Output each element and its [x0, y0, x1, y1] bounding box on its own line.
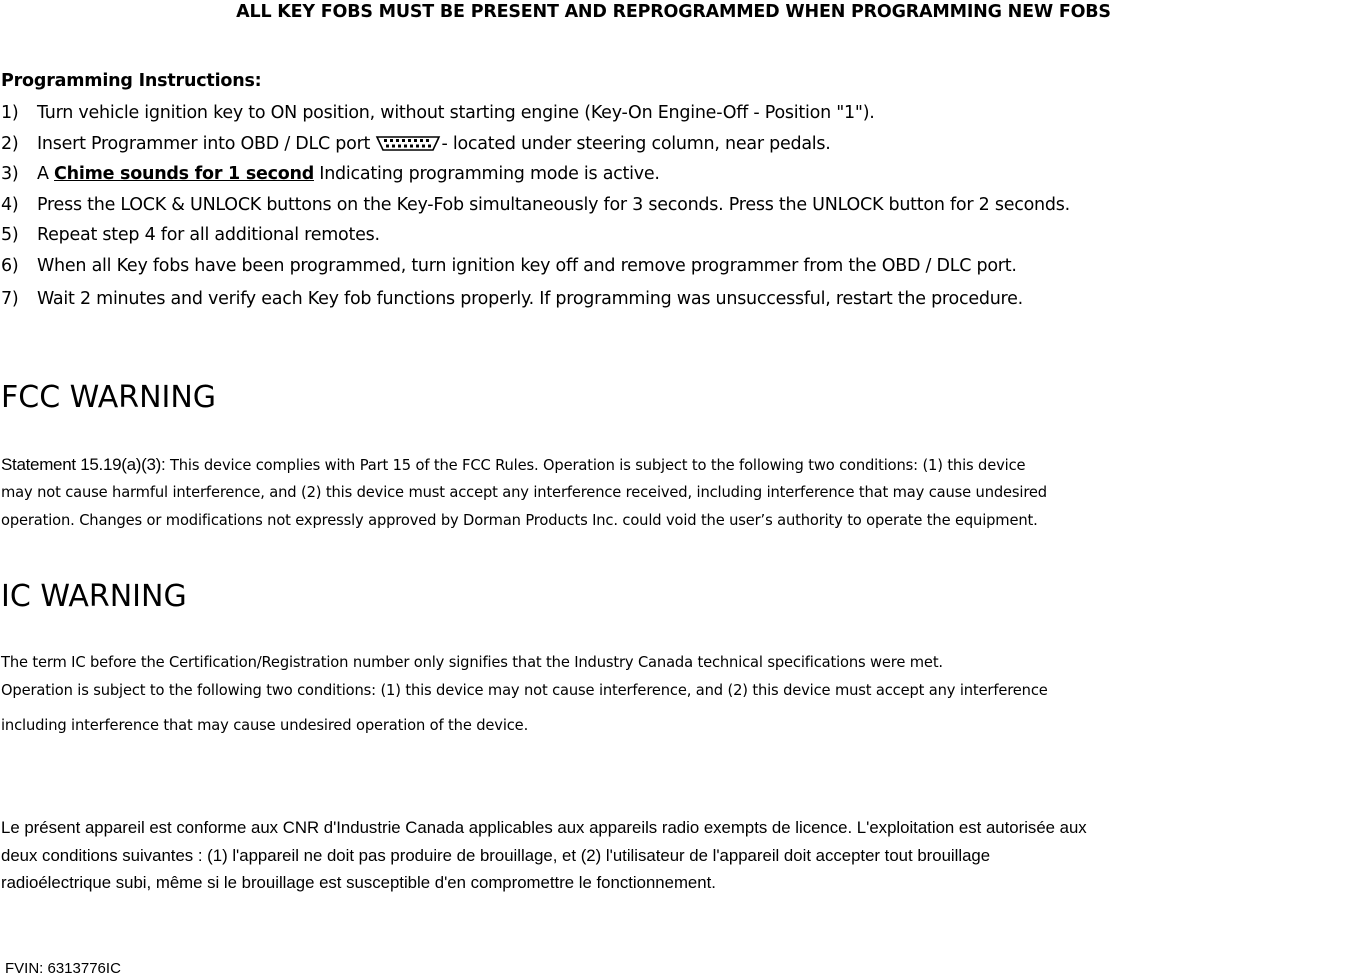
step-item	[1, 284, 1070, 315]
step-item	[1, 159, 1070, 190]
french-statement	[1, 814, 1347, 897]
step-number: 2)	[1, 133, 19, 154]
programming-heading: Programming Instructions:	[1, 71, 262, 91]
step-item	[1, 98, 1070, 129]
fcc-statement	[1, 451, 1347, 535]
step-number: 1)	[1, 103, 19, 123]
step-item	[1, 220, 1070, 251]
ic-line-2: Operation is subject to the following two conditions: (1) this device may not cause interference, and (2) this device must accept any interference	[1, 682, 1048, 699]
step-number: 3)	[1, 164, 19, 184]
step-text: Repeat step 4 for all additional remotes.	[37, 225, 380, 245]
step-number: 7)	[1, 289, 19, 309]
fcc-line-3: operation. Changes or modifications not expressly approved by Dorman Products Inc. could void the user’s authority to operate the equipment.	[1, 512, 1038, 529]
step-number: 4)	[1, 194, 19, 215]
french-line-2: deux conditions suivantes : (1) l'appareil ne doit pas produire de brouillage, et (2) l'utilisateur de l'appareil doit accepter tout brouillage	[1, 845, 991, 865]
chime-emphasis: Chime sounds for 1 second	[54, 164, 314, 184]
fcc-line-2: may not cause harmful interference, and (2) this device must accept any interference received, including interference that may cause undesired	[1, 484, 1047, 501]
ic-line-3: including interference that may cause undesired operation of the device.	[1, 717, 529, 734]
fcc-statement-label: Statement 15.19(a)(3):	[1, 455, 166, 474]
programming-steps-list	[1, 98, 1070, 315]
ic-line-1: The term IC before the Certification/Registration number only signifies that the Industry Canada technical specifications were met.	[1, 654, 943, 671]
fcc-line-1	[1, 451, 1347, 479]
step-text-post: - located under steering column, near pedals.	[441, 133, 831, 154]
step-text: Wait 2 minutes and verify each Key fob functions properly. If programming was unsuccessful, restart the procedure.	[37, 289, 1023, 309]
fcc-warning-heading: FCC WARNING	[1, 380, 217, 415]
step-number: 6)	[1, 255, 19, 276]
step-text-pre: Insert Programmer into OBD / DLC port	[37, 133, 376, 154]
step-text: Turn vehicle ignition key to ON position, without starting engine (Key-On Engine-Off - Position "1").	[37, 103, 875, 123]
obd-port-icon	[375, 131, 441, 146]
step-text-post: Indicating programming mode is active.	[313, 164, 660, 184]
step-text-pre: A	[37, 164, 55, 184]
page-title: ALL KEY FOBS MUST BE PRESENT AND REPROGRAMMED WHEN PROGRAMMING NEW FOBS	[236, 2, 1111, 22]
french-line-1: Le présent appareil est conforme aux CNR d'Industrie Canada applicables aux appareils radio exempts de licence. L'exploitation est autorisée aux	[1, 818, 1087, 837]
fvin-label: FVIN: 6313776IC	[5, 960, 121, 977]
french-line-3: radioélectrique subi, même si le brouillage est susceptible d'en compromettre le fonctionnement.	[1, 873, 716, 892]
step-number: 5)	[1, 225, 19, 245]
step-item	[1, 190, 1070, 221]
ic-warning-heading: IC WARNING	[1, 579, 187, 614]
fcc-text: This device complies with Part 15 of the FCC Rules. Operation is subject to the following two conditions: (1) this device	[165, 457, 1026, 474]
step-text: When all Key fobs have been programmed, turn ignition key off and remove programmer from the OBD / DLC port.	[37, 255, 1017, 276]
ic-statement	[1, 649, 1347, 740]
step-text: Press the LOCK & UNLOCK buttons on the Key-Fob simultaneously for 3 seconds. Press the UNLOCK button for 2 seconds.	[37, 194, 1070, 215]
step-item	[1, 251, 1070, 282]
step-item	[1, 129, 1070, 160]
